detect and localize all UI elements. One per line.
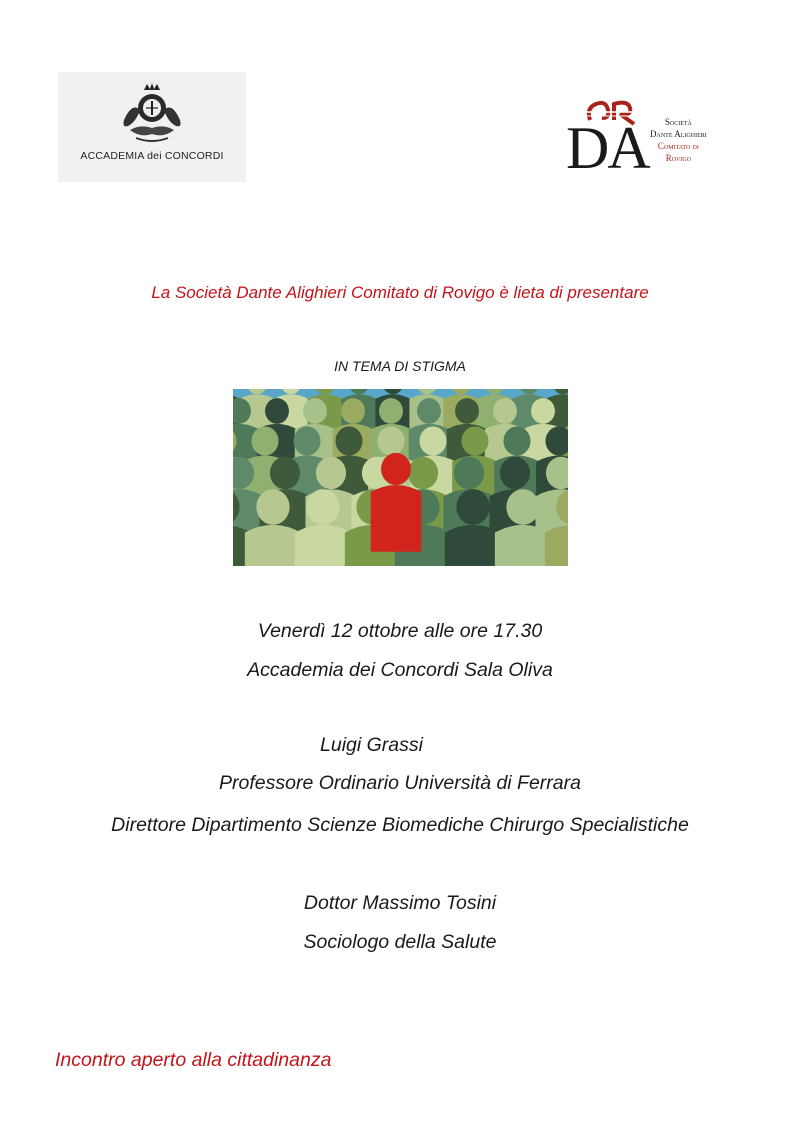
intro-text: La Società Dante Alighieri Comitato di Rovigo è lieta di presentare (151, 283, 649, 302)
dante-letters: DA (566, 115, 649, 181)
speaker-name: Luigi Grassi (320, 734, 423, 756)
accademia-caption: ACCADEMIA dei CONCORDI (80, 150, 224, 162)
crowd-illustration (233, 389, 568, 566)
speaker-name: Dottor Massimo Tosini (303, 892, 497, 914)
org-line-1: Società (664, 117, 692, 127)
accademia-logo (58, 72, 246, 182)
event-date: Venerdì 12 ottobre alle ore 17.30 (257, 620, 543, 642)
speaker-role: Professore Ordinario Università di Ferrara (219, 772, 581, 794)
org-line-4: Rovigo (665, 153, 692, 163)
speaker-role: Direttore Dipartimento Scienze Biomediche Chirurgo Specialistiche (111, 814, 689, 836)
dante-alighieri-logo (562, 98, 737, 184)
crest-icon (118, 82, 186, 146)
org-line-3: Comitato di (657, 141, 699, 151)
event-theme: IN TEMA DI STIGMA (334, 358, 466, 374)
dante-org-name (650, 116, 707, 164)
crowd-with-red-figure-illustration (233, 389, 568, 566)
event-place: Accademia dei Concordi Sala Oliva (247, 659, 553, 681)
footer-note: Incontro aperto alla cittadinanza (55, 1049, 332, 1071)
speaker-role: Sociologo della Salute (303, 931, 497, 953)
org-line-2: Dante Alighieri (650, 129, 707, 139)
